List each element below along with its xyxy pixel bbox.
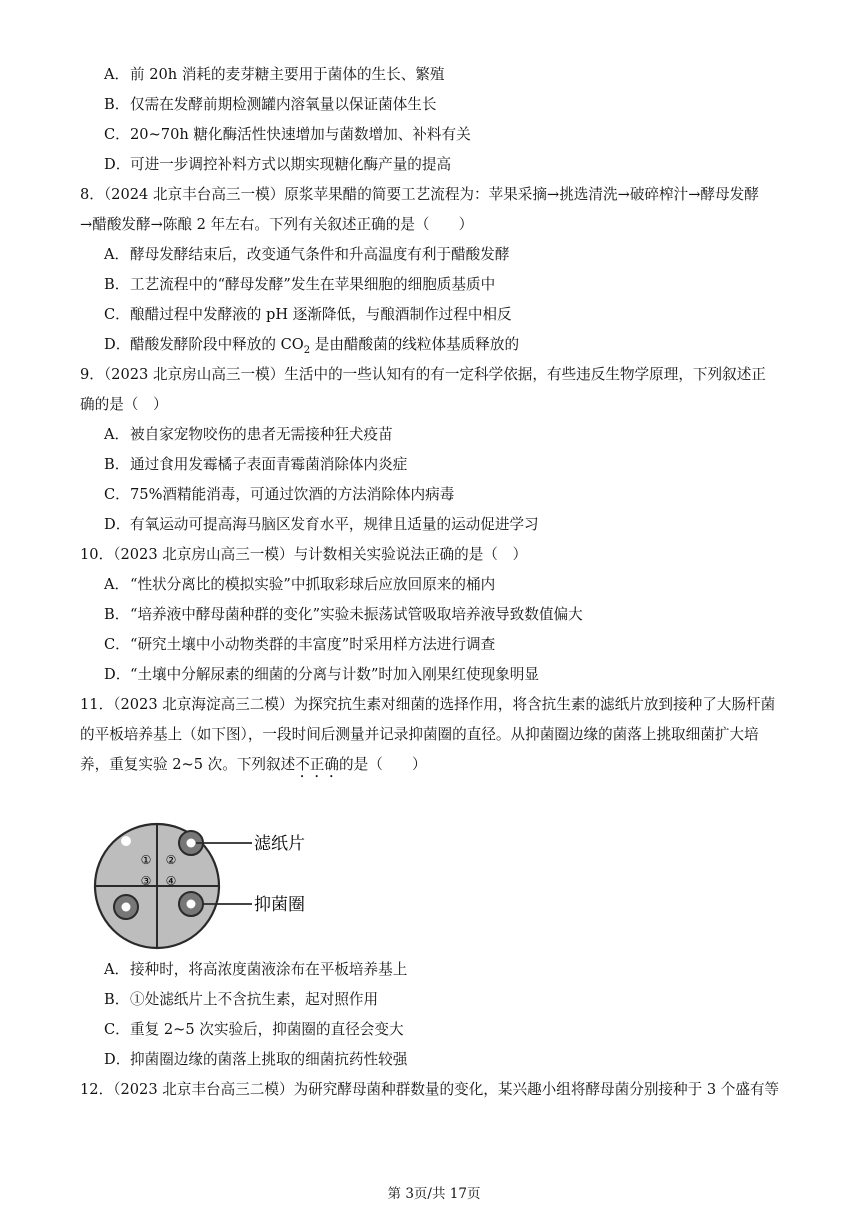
q11-stem-line3: 养，重复实验 2~5 次。下列叙述不正确的是（ ） xyxy=(80,756,427,773)
emphasis-not-correct: 不正确 xyxy=(295,756,339,773)
page-footer: 第 3页/共 17页 xyxy=(387,1186,481,1202)
petri-dish-diagram xyxy=(76,822,346,950)
q10-stem-line1: 10．（2023 北京房山高三一模）与计数相关实验说法正确的是（ ） xyxy=(80,546,528,563)
q11-option-a: A．接种时，将高浓度菌液涂布在平板培养基上 xyxy=(104,961,408,978)
filter-paper-3 xyxy=(122,903,131,912)
q9-stem-line2: 确的是（ ） xyxy=(80,396,168,413)
q9-stem-line1: 9．（2023 北京房山高三一模）生活中的一些认知有的有一定科学依据，有些违反生物学原理，下列叙述正 xyxy=(80,366,766,383)
q7-option-d: D．可进一步调控补料方式以期实现糖化酶产量的提高 xyxy=(104,156,452,173)
label-1: ① xyxy=(140,853,152,867)
q11-option-b: B．①处滤纸片上不含抗生素，起对照作用 xyxy=(104,991,379,1008)
q11-option-d: D．抑菌圈边缘的菌落上挑取的细菌抗药性较强 xyxy=(104,1051,408,1068)
filter-paper-4 xyxy=(187,900,196,909)
label-4: ④ xyxy=(165,874,177,888)
q9-option-d: D．有氧运动可提高海马脑区发育水平，规律且适量的运动促进学习 xyxy=(104,516,539,533)
q9-option-c: C．75%酒精能消毒，可通过饮酒的方法消除体内病毒 xyxy=(104,486,455,503)
q7-option-b: B．仅需在发酵前期检测罐内溶氧量以保证菌体生长 xyxy=(104,96,437,113)
q9-option-a: A．被自家宠物咬伤的患者无需接种狂犬疫苗 xyxy=(104,426,393,443)
q11-option-c: C．重复 2~5 次实验后，抑菌圈的直径会变大 xyxy=(104,1021,404,1038)
q8-stem-line2: →醋酸发酵→陈酿 2 年左右。下列有关叙述正确的是（ ） xyxy=(80,216,474,233)
filter-paper-2 xyxy=(187,839,196,848)
q10-option-b: B．“培养液中酵母菌种群的变化”实验未振荡试管吸取培养液导致数值偏大 xyxy=(104,606,583,623)
q11-stem-line2: 的平板培养基上（如下图），一段时间后测量并记录抑菌圈的直径。从抑菌圈边缘的菌落上挑取细菌扩大培 xyxy=(80,726,759,743)
filter-paper-1 xyxy=(121,836,131,846)
q11-stem-line1: 11．（2023 北京海淀高三二模）为探究抗生素对细菌的选择作用，将含抗生素的滤纸片放到接种了大肠杆菌 xyxy=(80,696,776,713)
q7-option-a: A．前 20h 消耗的麦芽糖主要用于菌体的生长、繁殖 xyxy=(104,66,445,83)
q10-option-d: D．“土壤中分解尿素的细菌的分离与计数”时加入刚果红使现象明显 xyxy=(104,666,539,683)
q8-option-b: B．工艺流程中的“酵母发酵”发生在苹果细胞的细胞质基质中 xyxy=(104,276,496,293)
q12-stem-line1: 12．（2023 北京丰台高三二模）为研究酵母菌种群数量的变化，某兴趣小组将酵母菌分别接种于 3 个盛有等 xyxy=(80,1081,780,1098)
label-inhibition-zone: 抑菌圈 xyxy=(254,895,305,915)
q8-option-c: C．酿醋过程中发酵液的 pH 逐渐降低，与酿酒制作过程中相反 xyxy=(104,306,512,323)
q10-option-a: A．“性状分离比的模拟实验”中抓取彩球后应放回原来的桶内 xyxy=(104,576,496,593)
q8-option-a: A．酵母发酵结束后，改变通气条件和升高温度有利于醋酸发酵 xyxy=(104,246,510,263)
q9-option-b: B．通过食用发霉橘子表面青霉菌消除体内炎症 xyxy=(104,456,408,473)
label-2: ② xyxy=(165,853,177,867)
q7-option-c: C．20~70h 糖化酶活性快速增加与菌数增加、补料有关 xyxy=(104,126,471,143)
q8-stem-line1: 8．（2024 北京丰台高三一模）原浆苹果醋的简要工艺流程为：苹果采摘→挑选清洗→破碎榨汁→酵母发酵 xyxy=(80,186,759,203)
label-3: ③ xyxy=(140,874,152,888)
label-filter-paper: 滤纸片 xyxy=(254,834,305,854)
q8-option-d: D．醋酸发酵阶段中释放的 $CO_2$ 是由醋酸菌的线粒体基质释放的 xyxy=(104,336,520,356)
q10-option-c: C．“研究土壤中小动物类群的丰富度”时采用样方法进行调查 xyxy=(104,636,496,653)
